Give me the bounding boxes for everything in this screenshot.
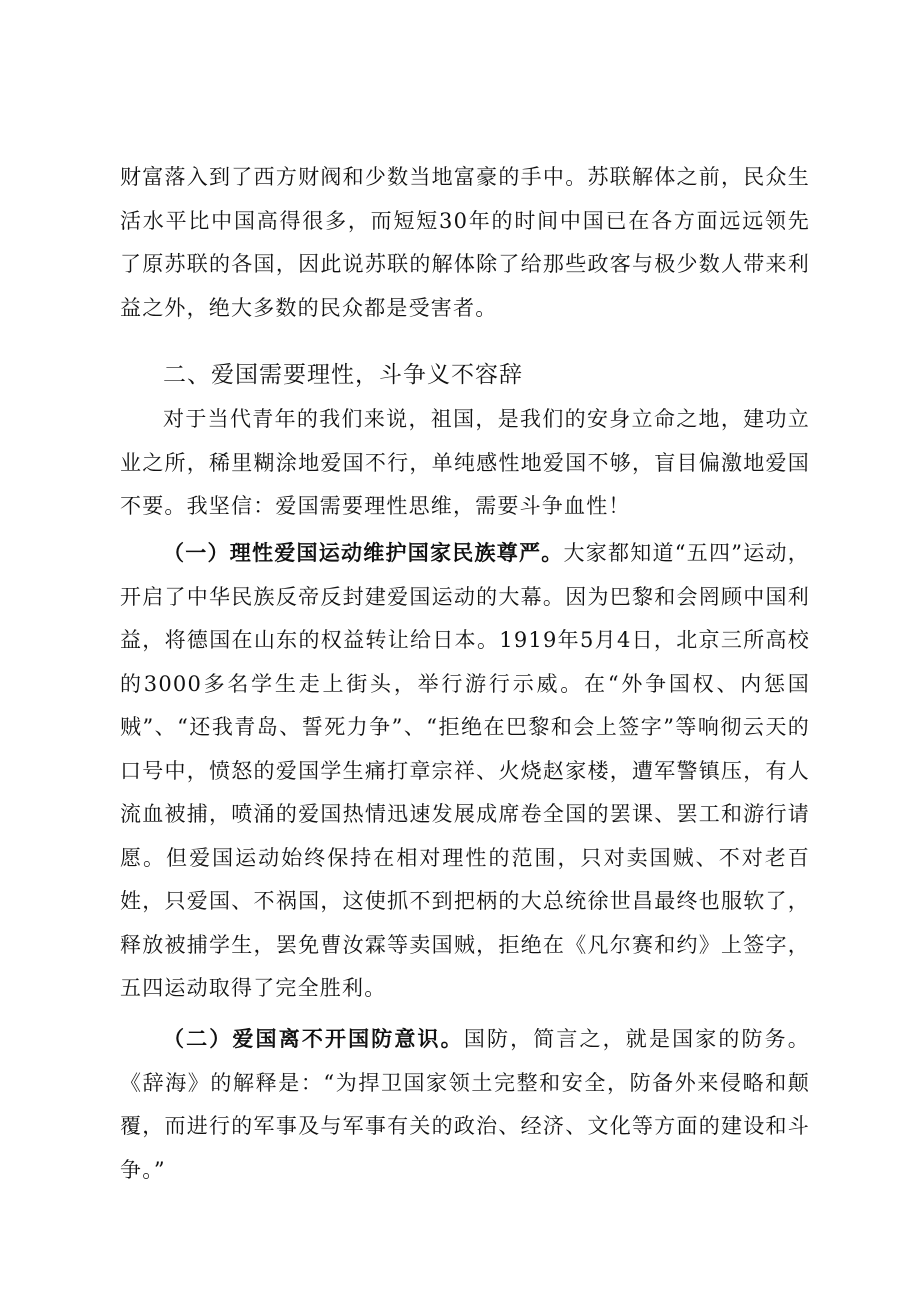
subheading-national-defense: （二）爱国离不开国防意识。 — [163, 1026, 464, 1051]
subheading-rational-patriotism: （一）理性爱国运动维护国家民族尊严。 — [163, 540, 564, 565]
section-heading: 二、爱国需要理性，斗争义不容辞 — [163, 362, 523, 388]
paragraph-may-fourth-body: 大家都知道“五四”运动，开启了中华民族反帝反封建爱国运动的大幕。因为巴黎和会罔顾中国利益，将德国在山东的权益转让给日本。1919年5月4日，北京三所高校的3000多名学生走上街头，举行游行示威。在“外争国权、内惩国贼”、“还我青岛、誓死力争”、“拒绝在巴黎和会上签字”等响彻云天的口号中，愤怒的爱国学生痛打章宗祥、火烧赵家楼，遭军警镇压，有人流血被捕，喷涌的爱国热情迅速发展成席卷全国的罢课、罢工和游行请愿。但爱国运动始终保持在相对理性的范围，只对卖国贼、不对老百姓，只爱国、不祸国，这使抓不到把柄的大总统徐世昌最终也服软了，释放被捕学生，罢免曹汝霖等卖国贼，拒绝在《凡尔赛和约》上签字，五四运动取得了完全胜利。 — [120, 541, 810, 1000]
paragraph-may-fourth — [120, 531, 810, 1011]
paragraph-continuation: 财富落入到了西方财阀和少数当地富豪的手中。苏联解体之前，民众生活水平比中国高得很多，而短短30年的时间中国已在各方面远远领先了原苏联的各国，因此说苏联的解体除了给那些政客与极少数人带来利益之外，绝大多数的民众都是受害者。 — [120, 165, 810, 320]
paragraph-national-defense — [120, 1017, 810, 1192]
paragraph-intro: 对于当代青年的我们来说，祖国，是我们的安身立命之地，建功立业之所，稀里糊涂地爱国不行，单纯感性地爱国不够，盲目偏激地爱国不要。我坚信：爱国需要理性思维，需要斗争血性！ — [120, 407, 810, 518]
paragraph-national-defense-body: 国防，简言之，就是国家的防务。《辞海》的解释是：“为捍卫国家领土完整和安全，防备外来侵略和颠覆，而进行的军事及与军事有关的政治、经济、文化等方面的建设和斗争。” — [120, 1027, 810, 1182]
